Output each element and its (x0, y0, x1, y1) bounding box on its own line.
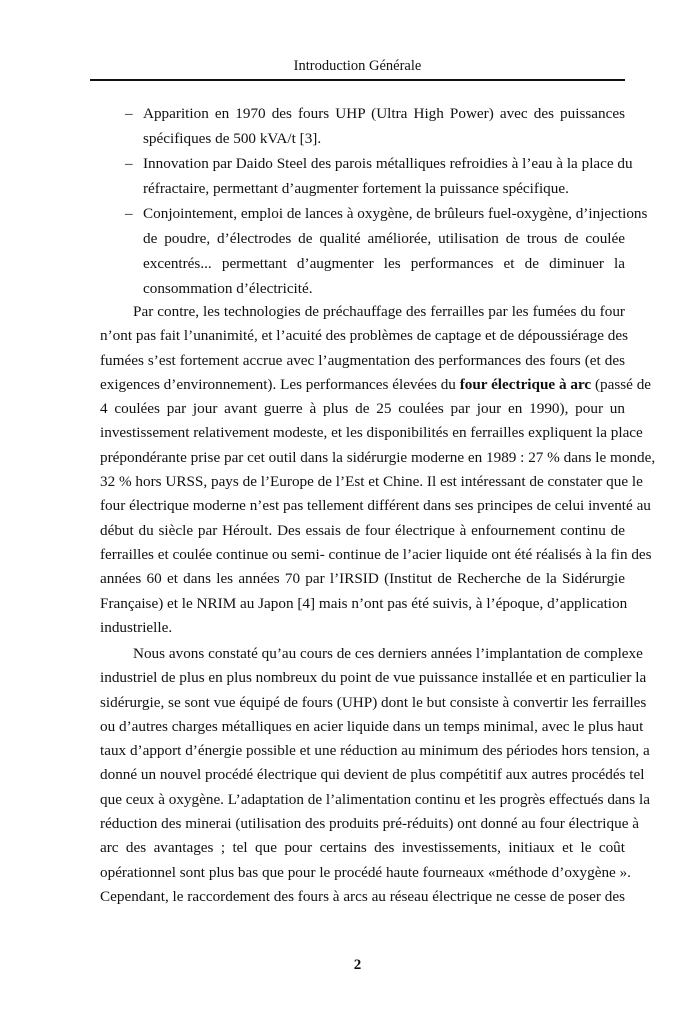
text-run: donné un nouvel procédé électrique qui devient de plus compétitif aux autres procédés tel (100, 766, 645, 784)
header-rule (90, 79, 625, 81)
text-run: 4 coulées par jour avant guerre à plus de 25 coulées par jour en 1990), pour un (100, 400, 625, 418)
text-run: prépondérante prise par cet outil dans la sidérurgie moderne en 1989 : 27 % dans le monde, (100, 448, 656, 466)
text-line (100, 763, 645, 787)
text-run: n’ont pas fait l’unanimité, et l’acuité des problèmes de captage et de dépoussiérage des (100, 327, 628, 345)
text-line (100, 666, 647, 690)
text-line (100, 739, 650, 763)
text-run: taux d’apport d’énergie possible et une réduction au minimum des périodes hors tension, a (100, 742, 650, 760)
text-line (100, 446, 656, 470)
text-line (143, 201, 648, 226)
list-item (125, 151, 633, 201)
text-line (143, 276, 625, 301)
dash-bullet-icon: – (125, 105, 133, 122)
text-run: 32 % hors URSS, pays de l’Europe de l’Est et Chine. Il est intéressant de constater que le (100, 473, 643, 491)
text-run: Française) et le NRIM au Japon [4] mais n’ont pas été suivis, à l’époque, d’application (100, 594, 628, 612)
list-item (125, 101, 625, 151)
dash-bullet-icon: – (125, 205, 133, 222)
text-run: ou d’autres charges métalliques en acier liquide dans un temps minimal, avec le plus haut (100, 717, 644, 735)
text-line (100, 567, 625, 591)
text-run: Nous avons constaté qu’au cours de ces derniers années l’implantation de complexe (133, 645, 643, 662)
text-line (143, 101, 625, 126)
text-run: de poudre, d’électrodes de qualité améliorée, utilisation de trous de coulée (143, 230, 625, 247)
text-run: Conjointement, emploi de lances à oxygène, de brûleurs fuel-oxygène, d’injections (143, 205, 648, 222)
text-run: ferrailles et coulée continue ou semi- continue de l’acier liquide ont été réalisés à la fin des (100, 545, 652, 563)
text-line (100, 691, 647, 715)
text-line (100, 349, 625, 373)
text-run: début du siècle par Héroult. Des essais de four électrique à enfournement continu de (100, 521, 625, 539)
text-line (100, 397, 625, 421)
paragraph (100, 642, 650, 909)
running-header: Introduction Générale (293, 58, 422, 74)
text-run: années 60 et dans les années 70 par l’IRSID (Institut de Recherche de la Sidérurgie (100, 570, 625, 588)
text-line (100, 642, 643, 666)
text-run: industriel de plus en plus nombreux du point de vue puissance installée et en particulier la (100, 669, 647, 687)
text-line (100, 836, 625, 860)
text-line (100, 885, 625, 909)
text-run: arc des avantages ; tel que pour certains des investissements, initiaux et le coût (100, 839, 625, 857)
text-line (143, 176, 625, 201)
text-run: excentrés... permettant d’augmenter les performances et de diminuer la (143, 255, 625, 272)
text-run: industrielle. (100, 618, 173, 636)
text-run: exigences d’environnement). Les performances élevées du (100, 375, 460, 393)
text-line (100, 421, 643, 445)
page-number: 2 (353, 957, 362, 973)
text-run: consommation d’électricité. (143, 280, 313, 297)
text-line (143, 151, 633, 176)
text-line (100, 788, 650, 812)
text-line (100, 616, 625, 640)
text-run: réfractaire, permettant d’augmenter fortement la puissance spécifique. (143, 180, 569, 197)
text-line (100, 470, 643, 494)
text-line (100, 592, 628, 616)
text-run: spécifiques de 500 kVA/t [3]. (143, 130, 322, 147)
bullet-list (125, 101, 648, 301)
text-line (100, 861, 631, 885)
text-line (100, 373, 652, 397)
text-run: sidérurgie, se sont vue équipé de fours (UHP) dont le but consiste à convertir les ferrailles (100, 693, 647, 711)
text-run: Par contre, les technologies de préchauffage des ferrailles par les fumées du four (133, 303, 625, 320)
dash-bullet-icon: – (125, 155, 133, 172)
text-run: Innovation par Daido Steel des parois métalliques refroidies à l’eau à la place du (143, 155, 633, 172)
text-line (143, 251, 625, 276)
text-line (100, 543, 652, 567)
text-line (143, 126, 625, 151)
bold-term: four électrique à arc (459, 375, 592, 393)
text-line (100, 324, 628, 348)
text-line (100, 519, 625, 543)
text-run: réduction des minerai (utilisation des produits pré-réduits) ont donné au four électrique à (100, 815, 639, 833)
text-run: fumées s’est fortement accrue avec l’augmentation des performances des fours (et des (100, 351, 625, 369)
list-item (125, 201, 648, 301)
text-line (100, 300, 625, 324)
text-line (143, 226, 625, 251)
text-line (100, 494, 651, 518)
text-line (100, 715, 644, 739)
paragraph (100, 300, 656, 640)
text-run: Apparition en 1970 des fours UHP (Ultra High Power) avec des puissances (143, 105, 625, 122)
text-run: (passé de (591, 375, 652, 393)
text-run: opérationnel sont plus bas que pour le procédé haute fourneaux «méthode d’oxygène ». (100, 863, 631, 881)
text-run: four électrique moderne n’est pas tellement différent dans ses principes de celui inventé au (100, 497, 651, 515)
text-run: Cependant, le raccordement des fours à arcs au réseau électrique ne cesse de poser des (100, 887, 625, 905)
text-run: investissement relativement modeste, et les disponibilités en ferrailles expliquent la place (100, 424, 643, 442)
text-line (100, 812, 639, 836)
text-run: que ceux à oxygène. L’adaptation de l’alimentation continu et les progrès effectués dans la (100, 790, 650, 808)
